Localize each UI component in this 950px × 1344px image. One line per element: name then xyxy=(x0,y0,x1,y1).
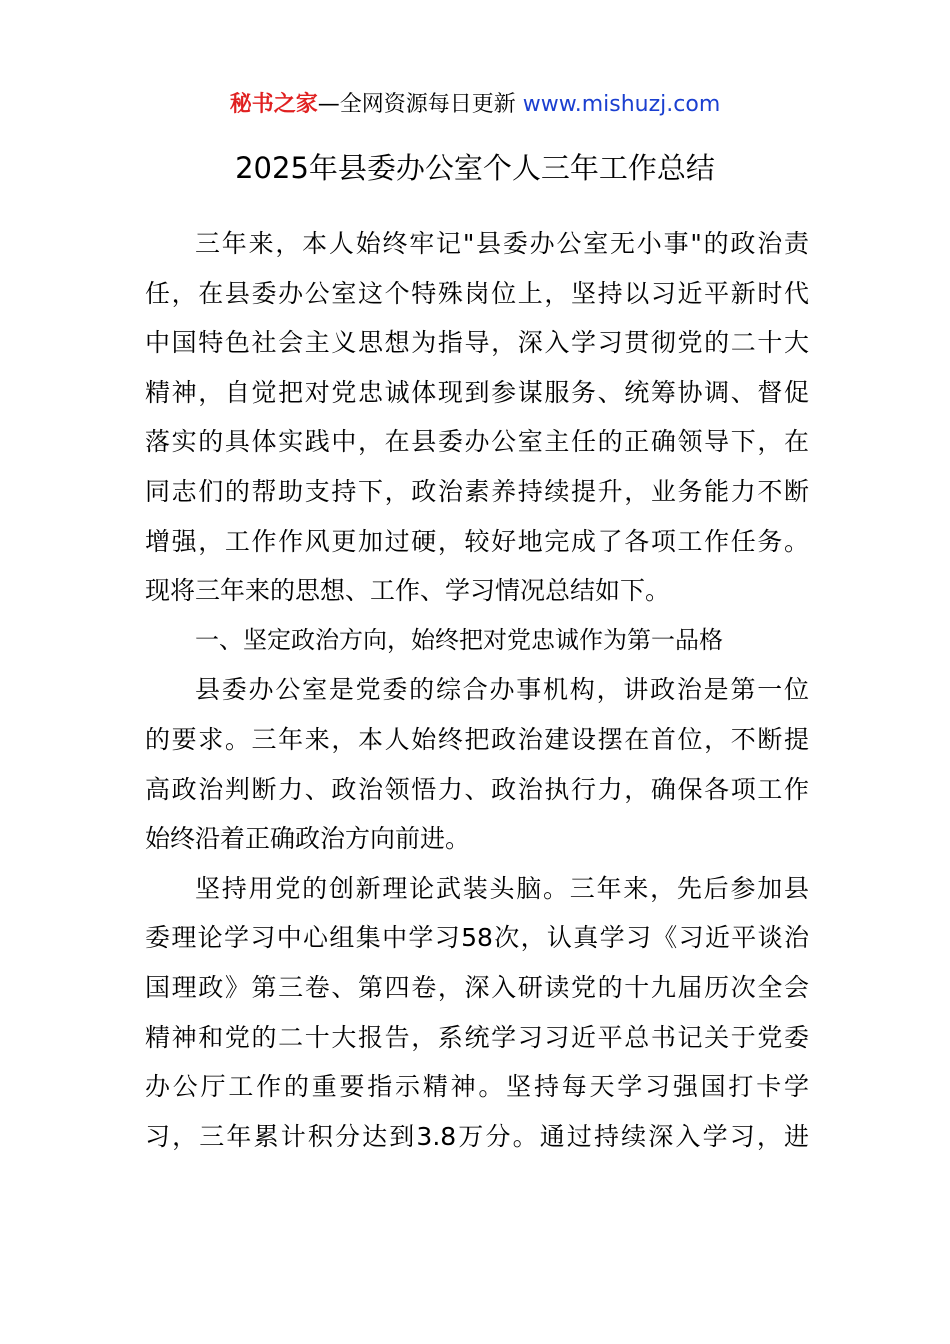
site-banner xyxy=(0,88,950,122)
paragraph-line: 高政治判断力、政治领悟力、政治执行力，确保各项工作 xyxy=(145,774,809,804)
paragraph-line: 落实的具体实践中，在县委办公室主任的正确领导下，在 xyxy=(145,427,809,457)
site-tagline: —全网资源每日更新 xyxy=(317,92,516,117)
document-title: 2025年县委办公室个人三年工作总结 xyxy=(235,151,715,185)
paragraph-line: 三年来，本人始终牢记"县委办公室无小事"的政治责 xyxy=(195,229,809,258)
paragraph-line: 同志们的帮助支持下，政治素养持续提升，业务能力不断 xyxy=(145,476,809,506)
paragraph-line: 增强，工作作风更加过硬，较好地完成了各项工作任务。 xyxy=(145,526,809,556)
paragraph-line: 办公厅工作的重要指示精神。坚持每天学习强国打卡学 xyxy=(145,1072,809,1102)
paragraph-line: 习，三年累计积分达到3.8万分。通过持续深入学习，进 xyxy=(145,1121,809,1151)
paragraph-line: 精神和党的二十大报告，系统学习习近平总书记关于党委 xyxy=(145,1022,809,1052)
paragraph-line: 坚持用党的创新理论武装头脑。三年来，先后参加县 xyxy=(195,873,809,903)
paragraph-line: 现将三年来的思想、工作、学习情况总结如下。 xyxy=(145,576,671,606)
section-heading: 一、坚定政治方向，始终把对党忠诚作为第一品格 xyxy=(195,625,723,654)
paragraph-line: 委理论学习中心组集中学习58次，认真学习《习近平谈治 xyxy=(145,923,809,953)
site-brand: 秘书之家 xyxy=(229,92,318,117)
paragraph-line: 县委办公室是党委的综合办事机构，讲政治是第一位 xyxy=(195,675,809,705)
paragraph-line: 始终沿着正确政治方向前进。 xyxy=(145,824,471,854)
paragraph-line: 国理政》第三卷、第四卷，深入研读党的十九届历次全会 xyxy=(145,972,809,1002)
paragraph-line: 任，在县委办公室这个特殊岗位上，坚持以习近平新时代 xyxy=(145,278,809,308)
paragraph-line: 中国特色社会主义思想为指导，深入学习贯彻党的二十大 xyxy=(145,328,809,358)
document-body xyxy=(145,219,809,1161)
paragraph-line: 精神，自觉把对党忠诚体现到参谋服务、统筹协调、督促 xyxy=(145,377,809,407)
site-url-link[interactable]: www.mishuzj.com xyxy=(522,92,721,117)
paragraph-line: 的要求。三年来，本人始终把政治建设摆在首位，不断提 xyxy=(145,724,809,754)
